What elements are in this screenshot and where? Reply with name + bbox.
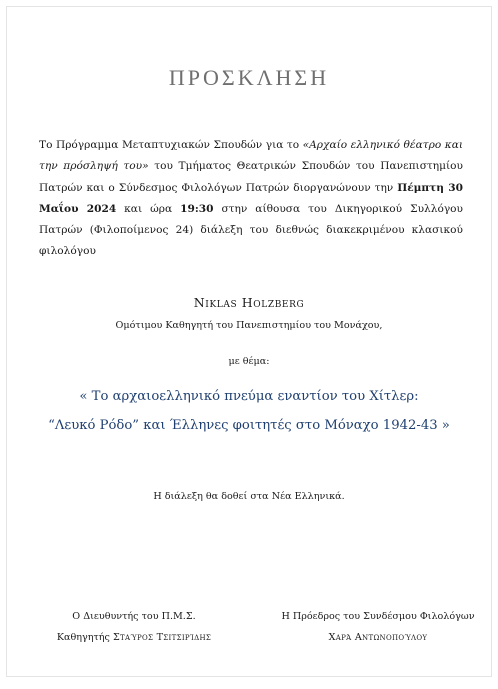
speaker-name: Niklas Holzberg [193,295,305,310]
director-name: Σταύρος Τσιτσιρίδης [112,632,212,643]
invitation-page [6,6,492,677]
signature-president [258,606,498,648]
signature-director [14,606,254,648]
intro-paragraph [39,135,463,263]
director-line [14,627,254,648]
intro-text-4: στην αίθουσα του Δικηγορικού Συλλόγου Πατρών (Φιλοποίμενος 24) διάλεξη του διεθνώς διακεκριμένου κλασικού φιλολόγου [39,202,463,258]
intro-text-3: και ώρα [116,202,181,215]
event-time: 19:30 [180,202,214,215]
president-role: Η Πρόεδρος του Συνδέσμου Φιλολόγων [281,611,475,622]
director-role: Ο Διευθυντής του Π.Μ.Σ. [72,611,196,622]
topic-line-1: « Το αρχαιοελληνικό πνεύμα εναντίον του Χίτλερ: [79,389,419,404]
speaker-title: Ομότιμου Καθηγητή του Πανεπιστημίου του Μονάχου, [115,320,383,331]
director-title: Καθηγητής [56,632,113,643]
topic-line-2: “Λευκό Ρόδο” και Έλληνες φοιτητές στο Μόναχο 1942-43 » [48,418,450,433]
invitation-title: ΠΡΟΣΚΛΗΣΗ [168,65,330,90]
intro-text-2: του Τμήματος Θεατρικών Σπουδών του Πανεπιστημίου Πατρών και ο Σύνδεσμος Φιλολόγων Πατρών διοργανώνουν την [39,160,463,194]
intro-text-1: Το Πρόγραμμα Μεταπτυχιακών Σπουδών για το [39,139,303,151]
language-note: Η διάλεξη θα δοθεί στα Νέα Ελληνικά. [153,491,345,502]
event-date: Πέμπτη 30 Μαΐου 2024 [39,181,464,215]
program-name: «Αρχαίο ελληνικό θέατρο και την πρόσληψή του» [39,139,463,173]
president-name: Χαρά Αντωνοπούλου [328,632,428,643]
topic-intro: με θέμα: [228,356,270,367]
